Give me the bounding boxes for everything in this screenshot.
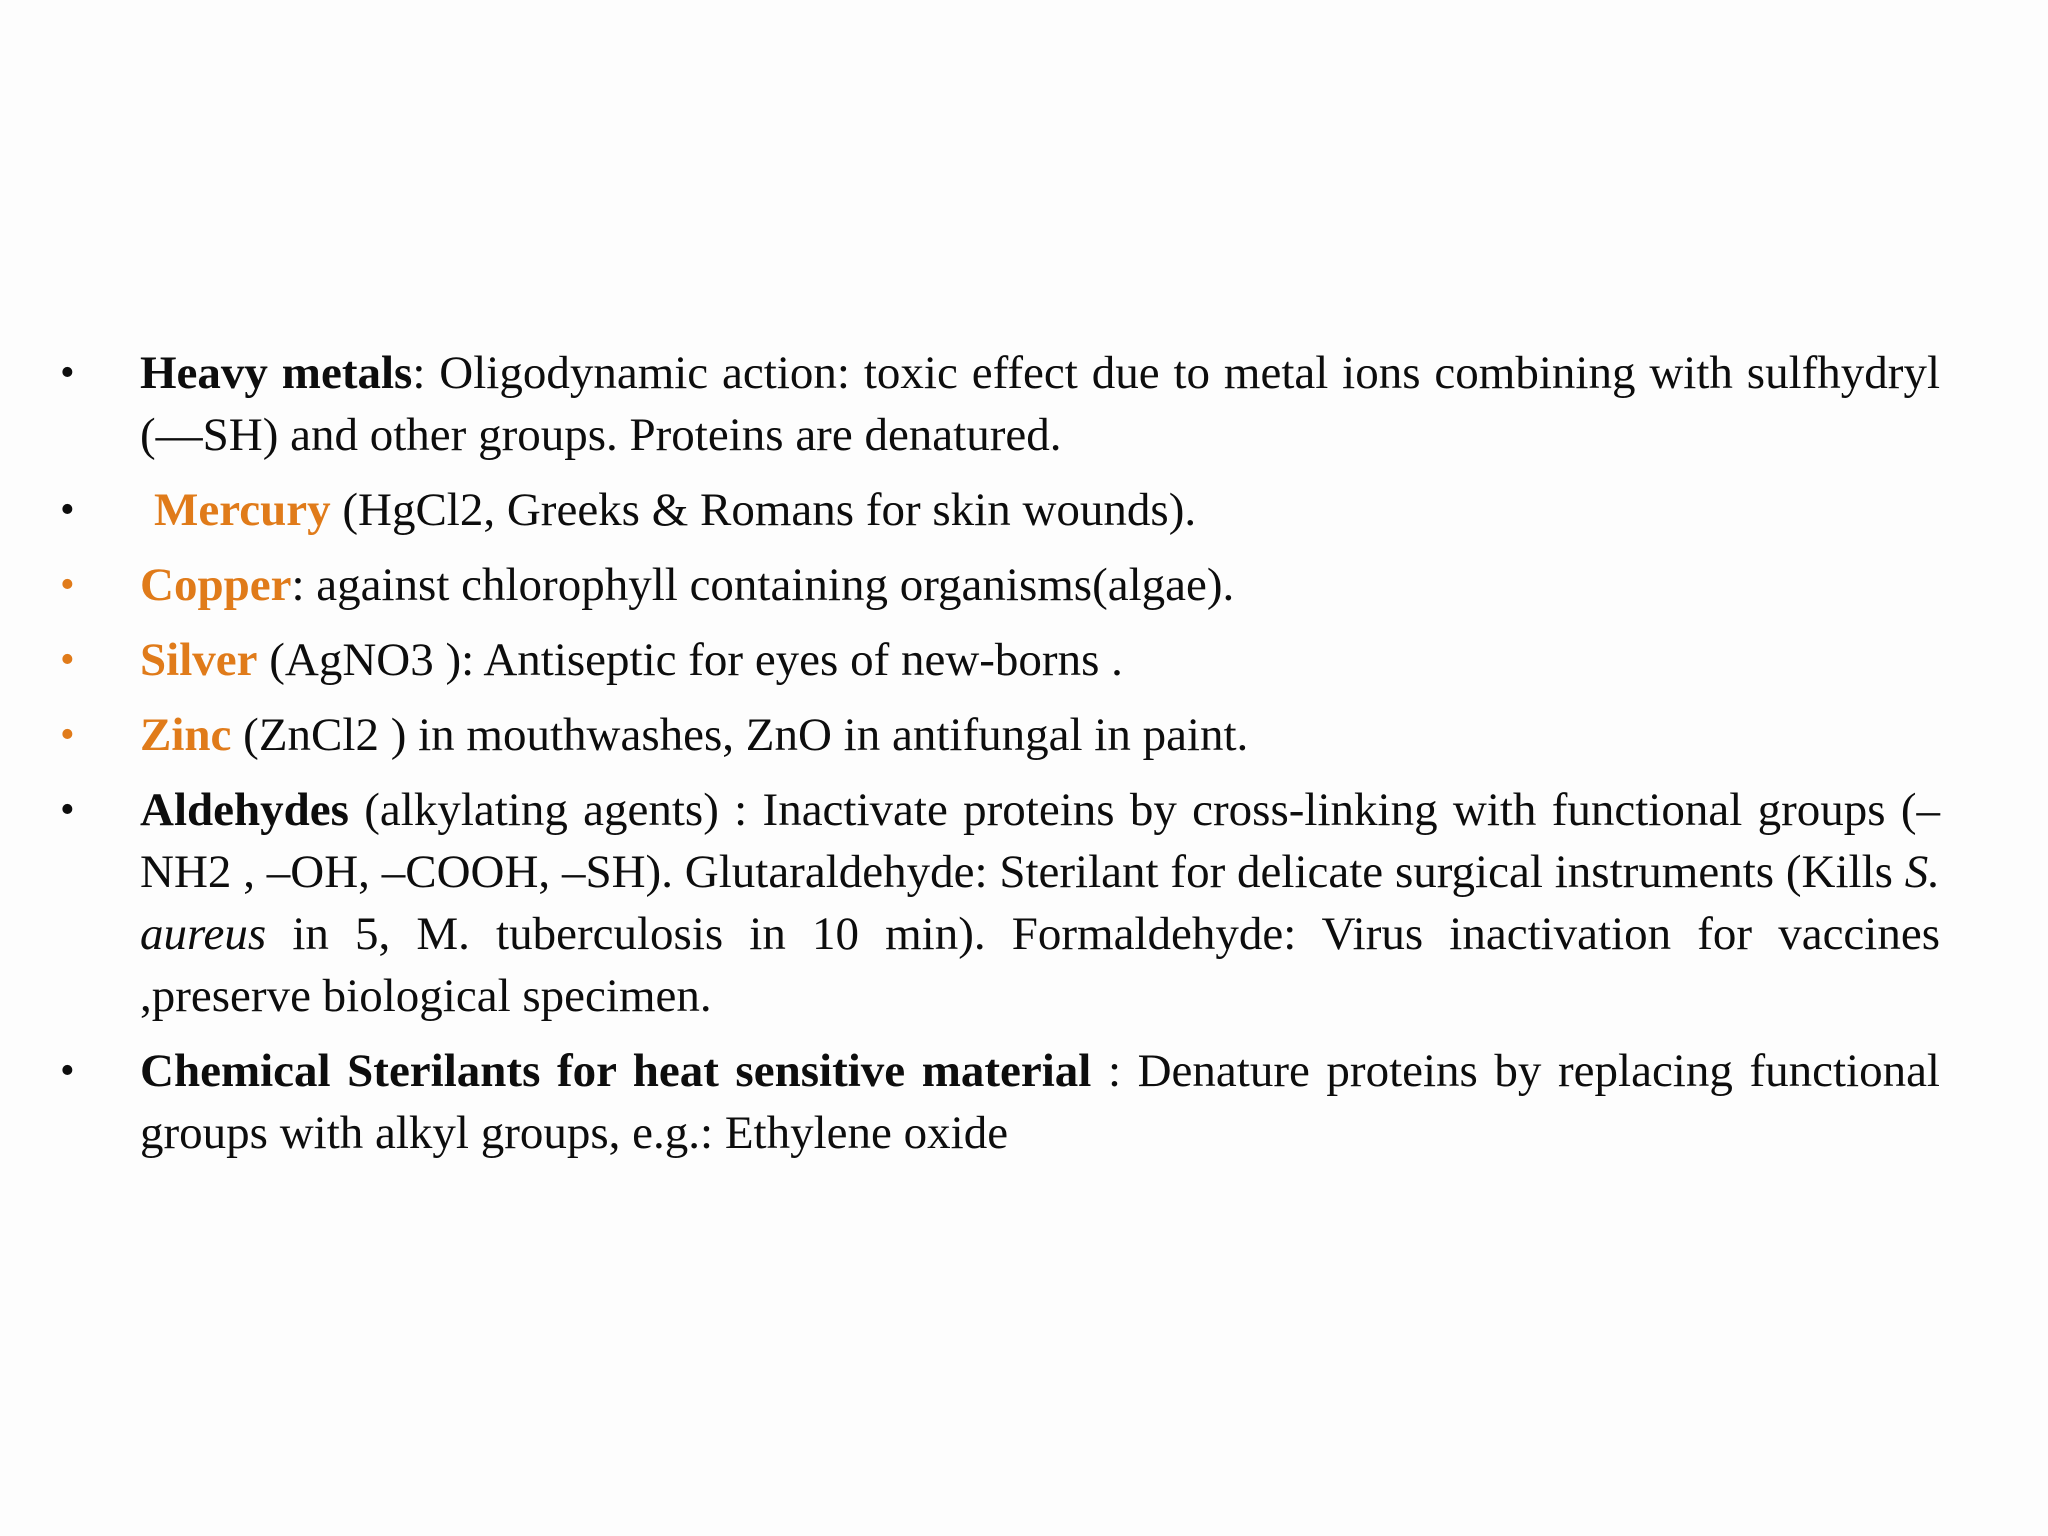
term-heavy-metals: Heavy metals bbox=[140, 347, 413, 399]
description-aldehydes-part2: in 5, M. tuberculosis in 10 min). Formaldehyde: Virus inactivation for vaccines ,preserve biological specimen. bbox=[140, 908, 1940, 1022]
term-copper: Copper bbox=[140, 559, 292, 611]
list-item-heavy-metals bbox=[60, 342, 1940, 466]
description-silver: (AgNO3 ): Antiseptic for eyes of new-borns . bbox=[257, 634, 1123, 686]
bullet-icon: • bbox=[60, 712, 75, 758]
description-heavy-metals: : Oligodynamic action: toxic effect due to metal ions combining with sulfhydryl (—SH) and other groups. Proteins are denatured. bbox=[140, 347, 1940, 461]
bullet-icon: • bbox=[60, 487, 75, 533]
term-zinc: Zinc bbox=[140, 709, 232, 761]
bullet-icon: • bbox=[60, 1048, 75, 1094]
bullet-list bbox=[60, 342, 1940, 1177]
list-item-copper bbox=[60, 554, 1940, 616]
description-aldehydes-part1: (alkylating agents) : Inactivate proteins by cross-linking with functional groups (–NH2 , –OH, –COOH, –SH). Glutaraldehyde: Sterilant for delicate surgical instruments (Kills bbox=[140, 784, 1940, 898]
list-item-chemical-sterilants bbox=[60, 1040, 1940, 1164]
term-mercury: Mercury bbox=[154, 484, 331, 536]
species-name: S. aureus bbox=[140, 846, 1940, 960]
bullet-icon: • bbox=[60, 787, 75, 833]
term-silver: Silver bbox=[140, 634, 258, 686]
list-item-silver bbox=[60, 629, 1940, 691]
term-chemical-sterilants: Chemical Sterilants for heat sensitive material bbox=[140, 1045, 1092, 1097]
list-item-aldehydes bbox=[60, 779, 1940, 1027]
bullet-icon: • bbox=[60, 562, 75, 608]
description-chemical-sterilants: : Denature proteins by replacing functional groups with alkyl groups, e.g.: Ethylene oxide bbox=[140, 1045, 1940, 1159]
list-item-mercury bbox=[60, 479, 1940, 541]
description-mercury: (HgCl2, Greeks & Romans for skin wounds). bbox=[330, 484, 1197, 536]
term-aldehydes: Aldehydes bbox=[140, 784, 349, 836]
list-item-zinc bbox=[60, 704, 1940, 766]
bullet-icon: • bbox=[60, 350, 75, 396]
description-zinc: (ZnCl2 ) in mouthwashes, ZnO in antifungal in paint. bbox=[231, 709, 1249, 761]
bullet-icon: • bbox=[60, 637, 75, 683]
description-copper: : against chlorophyll containing organisms(algae). bbox=[291, 559, 1235, 611]
